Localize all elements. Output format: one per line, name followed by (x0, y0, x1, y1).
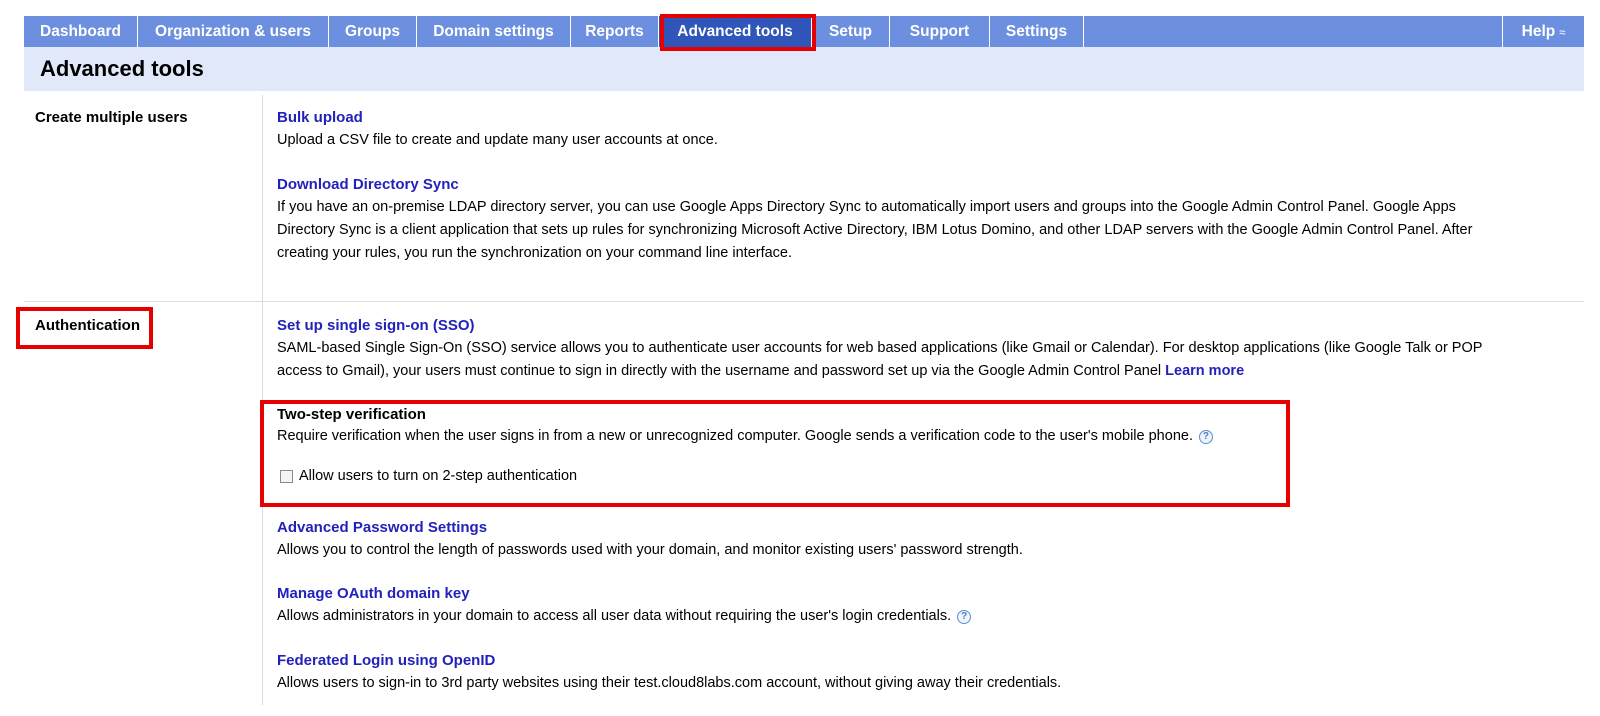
tab-organization-users[interactable]: Organization & users (138, 16, 329, 47)
download-directory-sync-link[interactable]: Download Directory Sync (277, 176, 459, 193)
tab-setup[interactable]: Setup (812, 16, 890, 47)
advanced-password-description: Allows you to control the length of passwords used with your domain, and monitor existing users' password strength. (277, 542, 1023, 558)
two-step-description: Require verification when the user signs in from a new or unrecognized computer. Google sends a verification code to the user's mobile phone. (277, 428, 1193, 444)
double-chevron-down-icon: ≈ (1559, 27, 1566, 39)
tab-dashboard[interactable]: Dashboard (24, 16, 138, 47)
learn-more-link[interactable]: Learn more (1165, 363, 1245, 379)
question-mark-icon[interactable]: ? (1199, 430, 1213, 444)
tab-advanced-tools[interactable]: Advanced tools (659, 16, 812, 47)
directory-sync-entry (277, 176, 1567, 265)
bulk-upload-description: Upload a CSV file to create and update many user accounts at once. (277, 132, 718, 148)
bulk-upload-link[interactable]: Bulk upload (277, 109, 363, 126)
tab-settings[interactable]: Settings (990, 16, 1084, 47)
advanced-password-entry (277, 519, 1567, 562)
page-title: Advanced tools (40, 56, 204, 81)
tab-groups[interactable]: Groups (329, 16, 417, 47)
allow-2-step-row (277, 468, 1567, 484)
section-divider (24, 301, 1584, 302)
help-menu[interactable] (1502, 16, 1584, 47)
sso-desc-line: SAML-based Single Sign-On (SSO) service allows you to authenticate user accounts for web based applications (like Gmail or Calendar). For desktop applications (like Google Talk or POP (277, 340, 1483, 356)
oauth-entry (277, 585, 1567, 628)
top-navigation (24, 16, 1584, 47)
directory-sync-desc-line: creating your rules, you run the synchronization on your command line interface. (277, 245, 793, 261)
oauth-description: Allows administrators in your domain to access all user data without requiring the user's login credentials. (277, 608, 952, 624)
page-header (24, 47, 1584, 91)
section-label-create-multiple-users: Create multiple users (35, 109, 188, 126)
directory-sync-description (277, 196, 1567, 265)
section-label-authentication: Authentication (35, 317, 140, 334)
directory-sync-desc-line: If you have an on-premise LDAP directory server, you can use Google Apps Directory Sync to automatically import users and groups into the Google Admin Control Panel. Google Apps (277, 199, 1456, 215)
tab-reports[interactable]: Reports (571, 16, 659, 47)
two-step-verification-entry (277, 406, 1567, 484)
openid-entry (277, 652, 1567, 695)
sso-description (277, 337, 1567, 383)
directory-sync-desc-line: Directory Sync is a client application that sets up rules for synchronizing Microsoft Active Directory, IBM Lotus Domino, and other LDAP servers with the Google Admin Control Panel. After (277, 222, 1473, 238)
bulk-upload-entry (277, 109, 1567, 152)
sso-desc-line: access to Gmail), your users must continue to sign in directly with the username and password set up via the Google Admin Control Panel (277, 363, 1162, 379)
tab-support[interactable]: Support (890, 16, 990, 47)
openid-description: Allows users to sign-in to 3rd party websites using their test.cloud8labs.com account, without giving away their credentials. (277, 675, 1062, 691)
two-step-description-row (277, 425, 1567, 448)
help-label: Help (1521, 23, 1556, 40)
tab-domain-settings[interactable]: Domain settings (417, 16, 571, 47)
federated-login-openid-link[interactable]: Federated Login using OpenID (277, 652, 496, 669)
two-step-verification-title: Two-step verification (277, 406, 426, 423)
allow-2-step-checkbox[interactable] (280, 470, 293, 483)
sso-entry (277, 317, 1567, 383)
setup-sso-link[interactable]: Set up single sign-on (SSO) (277, 317, 475, 334)
oauth-description-row (277, 605, 1567, 628)
question-mark-icon[interactable]: ? (957, 610, 971, 624)
column-divider (262, 95, 263, 705)
advanced-password-settings-link[interactable]: Advanced Password Settings (277, 519, 488, 536)
manage-oauth-link[interactable]: Manage OAuth domain key (277, 585, 470, 602)
allow-2-step-label[interactable]: Allow users to turn on 2-step authentication (299, 468, 578, 484)
